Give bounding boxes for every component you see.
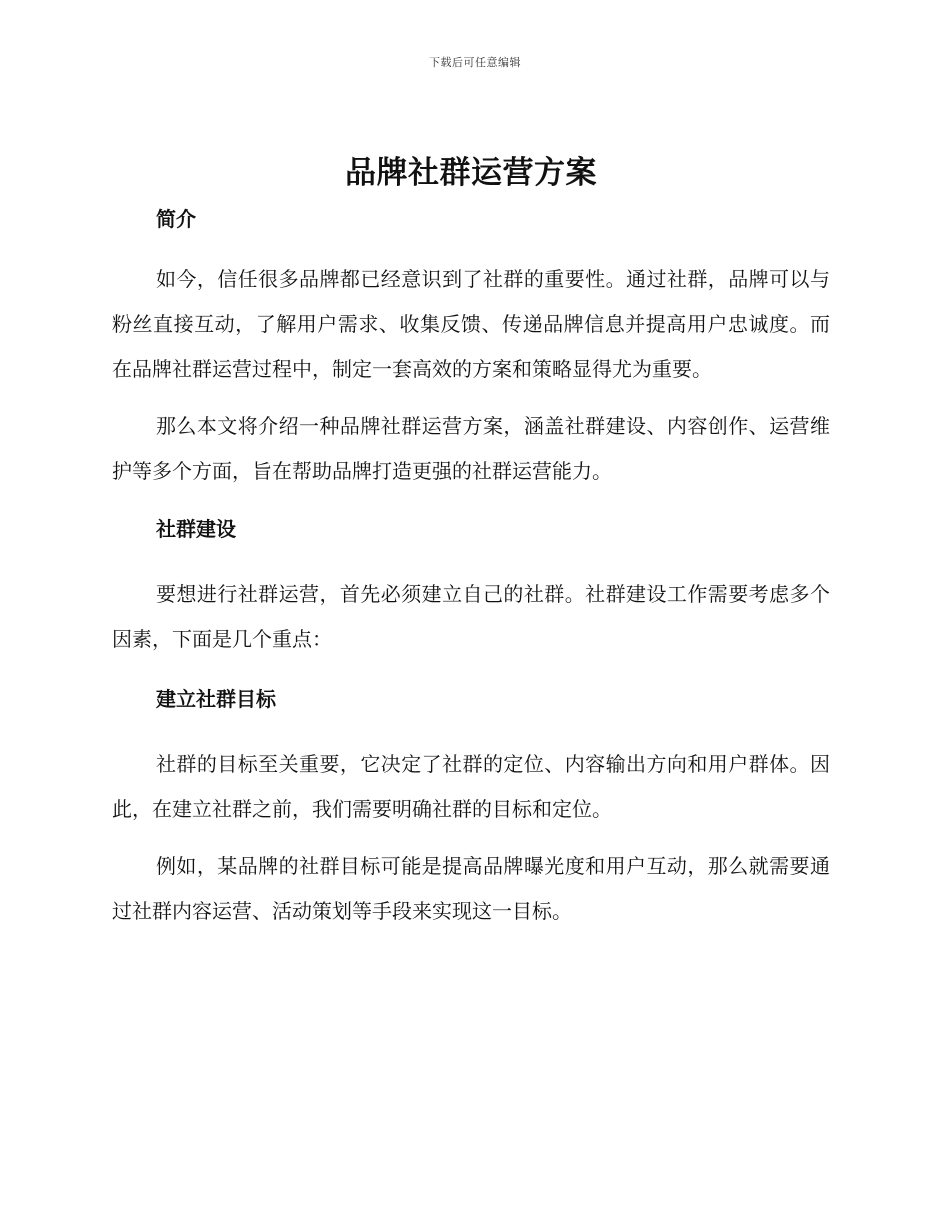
section-heading-intro: 简介 [156,207,196,231]
intro-paragraph-2: 那么本文将介绍一种品牌社群运营方案，涵盖社群建设、内容创作、运营维护等多个方面，旨在帮助品牌打造更强的社群运营能力。 [112,414,830,483]
document-body [112,150,830,947]
goal-paragraph-1: 社群的目标至关重要，它决定了社群的定位、内容输出方向和用户群体。因此，在建立社群之前，我们需要明确社群的目标和定位。 [112,752,830,821]
section-heading-build: 社群建设 [156,517,236,541]
intro-paragraph-1: 如今，信任很多品牌都已经意识到了社群的重要性。通过社群，品牌可以与粉丝直接互动，了解用户需求、收集反馈、传递品牌信息并提高用户忠诚度。而在品牌社群运营过程中，制定一套高效的方案和策略显得尤为重要。 [112,267,830,381]
goal-paragraph-2: 例如，某品牌的社群目标可能是提高品牌曝光度和用户互动，那么就需要通过社群内容运营、活动策划等手段来实现这一目标。 [112,854,830,923]
document-title: 品牌社群运营方案 [345,155,597,191]
page-header-note: 下载后可任意编辑 [429,56,521,69]
build-paragraph-1: 要想进行社群运营，首先必须建立自己的社群。社群建设工作需要考虑多个因素，下面是几个重点： [112,582,830,651]
section-heading-goal: 建立社群目标 [156,687,276,711]
